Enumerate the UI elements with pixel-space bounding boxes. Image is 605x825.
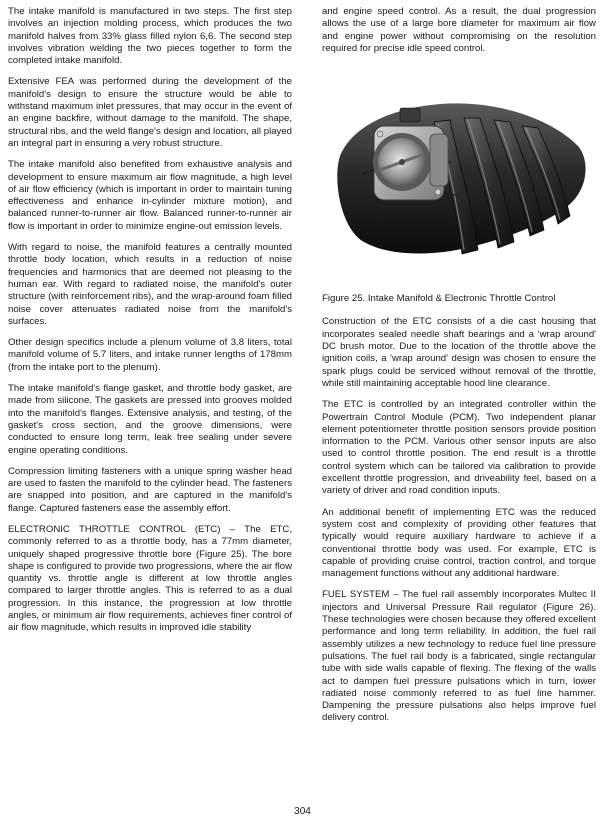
paragraph-fasteners: Compression limiting fasteners with a unique spring washer head are used to fasten the manifold to the cylinder head. The fasteners are snapped into position, and are captured in the manifold's flange. Captured fasteners ease the assembly effort.	[8, 465, 292, 514]
paragraph-air-flow: The intake manifold also benefited from exhaustive analysis and development to ensure maximum air flow magnitude, a high level of air flow efficiency (which is important in order to maintain tuning effectiveness and enhance in-cylinder mixture motion), and balanced runner-to-runner air flow. Balanced runner-to-runner air flow is important in order to minimize engine-out emission levels.	[8, 159, 292, 232]
paragraph-etc-construction: Construction of the ETC consists of a die cast housing that incorporates sealed needle shaft bearings and a 'wrap around' DC brush motor. Due to the location of the throttle above the ignition coils, a 'wrap around' design was chosen to ensure the spark plugs could be serviced without removal of the throttle, while still maintaining acceptable hood line clearance.	[322, 316, 596, 389]
figure-caption: Figure 25. Intake Manifold & Electronic Throttle Control	[322, 293, 556, 305]
left-column	[8, 6, 292, 644]
paragraph-fea: Extensive FEA was performed during the development of the manifold's design to ensure the structure would be able to withstand maximum inlet pressures, that may occur in the event of an engine backfire, without damage to the manifold. The shape, structural ribs, and the weld flange's design and location, all played an integral part in ensuring a very robust structure.	[8, 76, 292, 149]
paragraph-etc-benefit: An additional benefit of implementing ETC was the reduced system cost and complexity of providing other features that typically would require auxiliary hardware to achieve if a conventional throttle body was used. For example, ETC is capable of providing cruise control, traction control, and torque management functions without any additional hardware.	[322, 506, 596, 580]
intake-manifold-photo	[322, 64, 596, 289]
paragraph-etc-control: The ETC is controlled by an integrated controller within the Powertrain Control Module (PCM). Two independent planar element potentiometer throttle position sensors provide position information to the PCM. Various other sensor inputs are also used to control throttle position. The end result is a throttle control system which can be tailored via calibration to provide excellent throttle progression, and driveability feel, based on a variety of driver and road condition inputs.	[322, 399, 596, 497]
right-column	[322, 6, 596, 734]
paragraph-etc-intro: ELECTRONIC THROTTLE CONTROL (ETC) – The ETC, commonly referred to as a throttle body, has a 77mm diameter, uniquely shaped progressive throttle bore (Figure 25). The bore shape is configured to provide two progressions, where the air flow quantity vs. throttle angle is different at low throttle angles compared to larger throttle angles. This is referred to as a dual progression. In this instance, the progression at low throttle angles, or minimum air flow requirements, achieves finer control of air flow magnitude, which results in improved idle stability	[8, 523, 292, 634]
paragraph-design-specifics: Other design specifics include a plenum volume of 3.8 liters, total manifold volume of 5.7 liters, and intake runner lengths of 178mm (from the intake port to the plenum).	[8, 337, 292, 373]
paragraph-fuel-system: FUEL SYSTEM – The fuel rail assembly incorporates Multec II injectors and Universal Pressure Rail regulator (Figure 26). These technologies were chosen because they offered excellent performance and long term reliability. In addition, the fuel rail assembly utilizes a new technology to reduce fuel line pressure pulsations. The fuel rail body is a fabricated, single rectangular tube with side walls capable of flexing. The flexing of the walls act to dampen fuel pressure pulsations which in turn, lower radiated noise commonly referred to as fuel line hammer. Dampening the pressure pulsations also helps improve fuel delivery control.	[322, 589, 596, 724]
figure-intake-manifold	[322, 64, 596, 289]
paragraph-manufacturing: The intake manifold is manufactured in two steps. The first step involves an injection molding process, which produces the two manifold halves from 33% glass filled nylon 6,6. The second step involves vibration welding the two pieces together to form the completed intake manifold.	[8, 6, 292, 67]
paragraph-noise: With regard to noise, the manifold features a centrally mounted throttle body location, which results in a reduction of noise frequencies and harmonics that are deemed not pleasing to the human ear. With regard to radiated noise, the manifold's outer structure (with reinforcement ribs), and the wrap-around foam filled noise cover attenuates radiated noise from the manifold's surfaces.	[8, 242, 292, 327]
throttle-body	[373, 126, 448, 200]
paragraph-etc-continued: and engine speed control. As a result, the dual progression allows the use of a large bore diameter for maximum air flow and engine power without compromising on the resolution required for precise idle speed control.	[322, 6, 596, 54]
paragraph-gaskets: The intake manifold's flange gasket, and throttle body gasket, are made from silicone. The gaskets are pressed into grooves molded into the manifold's flanges. Extensive analysis, and testing, of the gasket's cross section, and the groove dimensions, were conducted to ensure long term, leak free sealing under severe engine operating conditions.	[8, 383, 292, 456]
page-number: 304	[294, 806, 311, 817]
